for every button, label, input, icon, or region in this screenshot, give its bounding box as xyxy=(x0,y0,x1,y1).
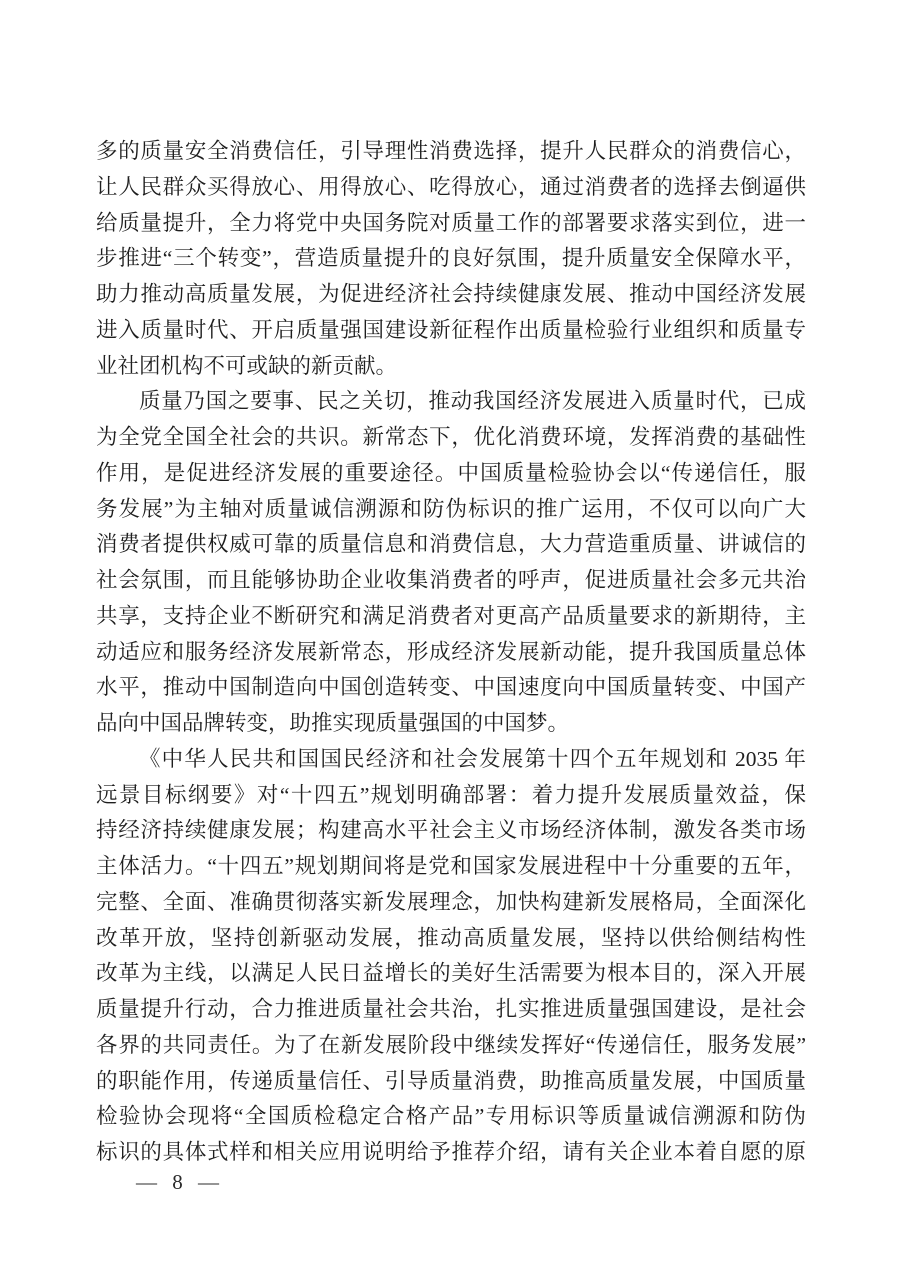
text-line: 品向中国品牌转变，助推实现质量强国的中国梦。 xyxy=(96,711,570,735)
text-line: 动适应和服务经济发展新常态，形成经济发展新动能，提升我国质量总体 xyxy=(96,639,806,664)
text-line: 远景目标纲要》对“十四五”规划明确部署：着力提升发展质量效益，保 xyxy=(96,782,806,807)
text-line: 水平，推动中国制造向中国创造转变、中国速度向中国质量转变、中国产 xyxy=(96,675,806,700)
text-line: 持经济持续健康发展；构建高水平社会主义市场经济体制，激发各类市场 xyxy=(96,818,806,843)
text-line: 质量乃国之要事、民之关切，推动我国经济发展进入质量时代，已成 xyxy=(139,389,806,414)
text-line: 社会氛围，而且能够协助企业收集消费者的呼声，促进质量社会多元共治 xyxy=(96,568,806,592)
text-line: 各界的共同责任。为了在新发展阶段中继续发挥好“传递信任，服务发展” xyxy=(96,1032,806,1057)
text-line: 主体活力。“十四五”规划期间将是党和国家发展进程中十分重要的五年， xyxy=(96,854,806,878)
text-line: 检验协会现将“全国质检稳定合格产品”专用标识等质量诚信溯源和防伪 xyxy=(96,1104,806,1129)
text-line: 作用，是促进经济发展的重要途径。中国质量检验协会以“传递信任，服 xyxy=(96,460,806,485)
text-line: 改革开放，坚持创新驱动发展，推动高质量发展，坚持以供给侧结构性 xyxy=(96,925,806,950)
text-line: 消费者提供权威可靠的质量信息和消费信息，大力营造重质量、讲诚信的 xyxy=(96,532,806,557)
text-line: 给质量提升，全力将党中央国务院对质量工作的部署要求落实到位，进一 xyxy=(96,210,806,235)
text-line: 完整、全面、准确贯彻落实新发展理念，加快构建新发展格局，全面深化 xyxy=(96,889,806,914)
text-line: 共享，支持企业不断研究和满足消费者对更高产品质量要求的新期待，主 xyxy=(96,603,806,628)
page-number: — 8 — xyxy=(136,1170,224,1194)
text-line: 多的质量安全消费信任，引导理性消费选择，提升人民群众的消费信心， xyxy=(96,139,806,163)
paragraph-quality-consensus xyxy=(96,384,806,742)
text-line: 《中华人民共和国国民经济和社会发展第十四个五年规划和 2035 年 xyxy=(139,746,806,771)
text-line: 的职能作用，传递质量信任、引导质量消费，助推高质量发展，中国质量 xyxy=(96,1068,806,1093)
text-line: 进入质量时代、开启质量强国建设新征程作出质量检验行业组织和质量专 xyxy=(96,317,806,342)
text-line: 质量提升行动，合力推进质量社会共治，扎实推进质量强国建设，是社会 xyxy=(96,997,806,1021)
text-line: 务发展”为主轴对质量诚信溯源和防伪标识的推广运用，不仅可以向广大 xyxy=(96,496,806,521)
paragraph-continuation xyxy=(96,134,806,384)
text-line: 步推进“三个转变”，营造质量提升的良好氛围，提升质量安全保障水平， xyxy=(96,246,806,271)
text-line: 标识的具体式样和相关应用说明给予推荐介绍，请有关企业本着自愿的原 xyxy=(96,1140,806,1164)
text-line: 改革为主线，以满足人民日益增长的美好生活需要为根本目的，深入开展 xyxy=(96,961,806,986)
paragraph-14th-five-year-plan xyxy=(96,742,806,1171)
text-line: 让人民群众买得放心、用得放心、吃得放心，通过消费者的选择去倒逼供 xyxy=(96,174,806,199)
document-body xyxy=(96,134,806,1171)
text-line: 业社团机构不可或缺的新贡献。 xyxy=(96,353,398,378)
text-line: 为全党全国全社会的共识。新常态下，优化消费环境，发挥消费的基础性 xyxy=(96,425,806,449)
text-line: 助力推动高质量发展，为促进经济社会持续健康发展、推动中国经济发展 xyxy=(96,282,806,306)
